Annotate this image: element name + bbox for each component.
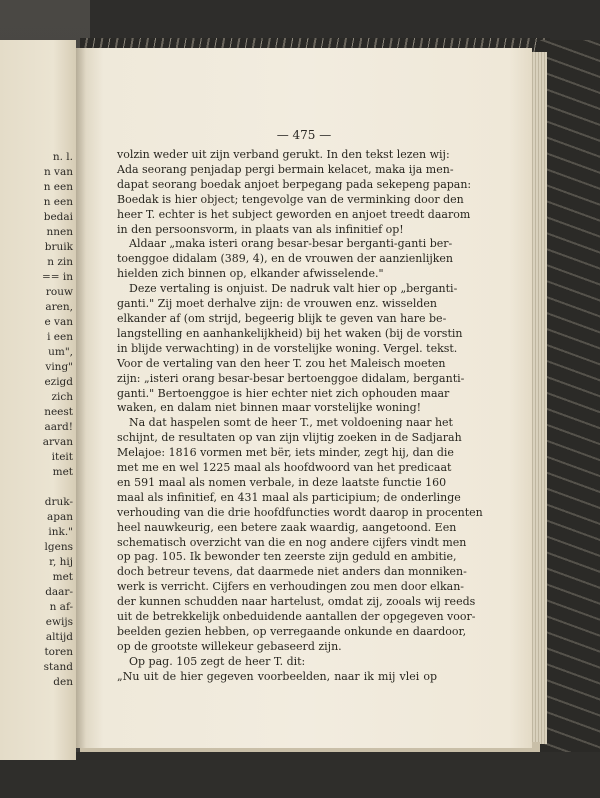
text-line: schijnt, de resultaten op van zijn vlijtig zoeken in de Sadjarah bbox=[117, 431, 462, 445]
body-text bbox=[117, 148, 483, 685]
text-line: langstelling en aanhankelijkheid) bij het waken (bij de vorstin bbox=[117, 326, 463, 340]
text-line: Voor de vertaling van den heer T. zou het Maleisch moeten bbox=[117, 356, 446, 370]
left-page-fragment: == in bbox=[41, 271, 73, 283]
text-line: Op pag. 105 zegt de heer T. dit: bbox=[129, 654, 306, 668]
left-page-fragment: iteit bbox=[51, 451, 73, 463]
left-page-fragment: ewijs bbox=[45, 616, 73, 628]
left-page-fragment: n. l. bbox=[52, 151, 73, 163]
left-page-fragment: zich bbox=[51, 391, 73, 403]
text-line: uit de betrekkelijk onbeduidende aantallen der opgegeven voor- bbox=[117, 610, 476, 624]
text-line: doch betreur tevens, dat daarmede niet anders dan monniken- bbox=[117, 565, 467, 579]
page-gutter-shadow bbox=[76, 48, 86, 748]
left-page-fragment: toren bbox=[44, 646, 73, 658]
left-page-fragment: altijd bbox=[45, 631, 73, 643]
left-page-fragment: um", bbox=[48, 346, 73, 358]
left-page-fragment: apan bbox=[46, 511, 73, 523]
text-line: ganti." Bertoenggoe is hier echter niet zich ophouden maar bbox=[117, 386, 450, 400]
left-page-fragment: neest bbox=[44, 406, 73, 418]
text-line: toenggoe didalam (389, 4), en de vrouwen der aanzienlijken bbox=[117, 252, 454, 266]
text-line: „Nu uit de hier gegeven voorbeelden, naar ik mij vlei op bbox=[117, 669, 437, 683]
text-line: met me en wel 1225 maal als hoofdwoord van het predicaat bbox=[117, 461, 452, 475]
left-page-fragment: rouw bbox=[45, 286, 73, 298]
text-line: werk is verricht. Cijfers en verhoudingen zou men door elkan- bbox=[117, 580, 465, 594]
page-number: — 475 — bbox=[276, 128, 332, 142]
right-page bbox=[76, 48, 532, 748]
left-page-fragment: den bbox=[53, 676, 73, 688]
left-page bbox=[0, 40, 76, 760]
text-line: zijn: „isteri orang besar-besar bertoenggoe didalam, berganti- bbox=[117, 371, 465, 385]
left-page-fragment: arvan bbox=[42, 436, 73, 448]
text-line: der kunnen schudden naar hartelust, omdat zij, zooals wij reeds bbox=[117, 595, 476, 609]
text-line: Deze vertaling is onjuist. De nadruk valt hier op „berganti- bbox=[129, 282, 458, 296]
text-line: hielden zich binnen op, elkander afwisselende." bbox=[117, 267, 384, 281]
text-line: beelden gezien hebben, op verregaande onkunde en daardoor, bbox=[117, 625, 467, 638]
text-line: volzin weder uit zijn verband gerukt. In den tekst lezen wij: bbox=[117, 148, 450, 161]
text-line: Boedak is hier object; tengevolge van de verminking door den bbox=[117, 192, 464, 206]
left-page-fragment: met bbox=[52, 571, 73, 583]
left-page-fragment: met bbox=[52, 466, 73, 478]
book-cover-top bbox=[90, 0, 600, 40]
left-page-fragment: druk- bbox=[44, 496, 73, 508]
text-line: verhouding van die drie hoofdfuncties wordt daarop in procenten bbox=[117, 505, 483, 519]
text-line: in den persoonsvorm, in plaats van als infinitief op! bbox=[117, 222, 404, 236]
left-page-fragment: daar- bbox=[45, 586, 73, 598]
text-line: en 591 maal als nomen verbale, in deze laatste functie 160 bbox=[117, 475, 447, 489]
text-line: op de grootste willekeur gebaseerd zijn. bbox=[117, 639, 342, 653]
left-page-fragment: n van bbox=[43, 166, 73, 178]
left-page-fragment: n af- bbox=[49, 601, 73, 613]
left-page-fragment: n een bbox=[43, 196, 73, 208]
text-line: op pag. 105. Ik bewonder ten zeerste zijn geduld en ambitie, bbox=[117, 550, 457, 564]
text-line: elkander af (om strijd, begeerig blijk te geven van hare be- bbox=[117, 311, 447, 325]
left-page-fragment: aard! bbox=[44, 421, 73, 433]
left-page-fragment: lgens bbox=[44, 541, 73, 553]
left-page-fragment: ink." bbox=[48, 526, 73, 538]
text-line: Melajoe: 1816 vormen met bër, iets minder, zegt hij, dan die bbox=[117, 446, 454, 460]
text-line: Ada seorang penjadap pergi bermain kelacet, maka ija men- bbox=[117, 162, 454, 176]
book-cover-right bbox=[540, 40, 600, 798]
left-page-fragment: n een bbox=[43, 181, 73, 193]
left-page-fragment: n zin bbox=[47, 256, 73, 268]
left-page-fragment: ezigd bbox=[44, 376, 73, 388]
text-line: Aldaar „maka isteri orang besar-besar berganti-ganti ber- bbox=[129, 237, 453, 251]
text-line: in blijde verwachting) in de vorstelijke woning. Vergel. tekst. bbox=[117, 341, 458, 355]
text-line: heel nauwkeurig, een betere zaak waardig, aangetoond. Een bbox=[117, 520, 457, 534]
text-line: dapat seorang boedak anjoet berpegang pada sekepeng papan: bbox=[117, 177, 472, 191]
left-page-fragment: i een bbox=[47, 331, 73, 343]
text-line: heer T. echter is het subject geworden en anjoet treedt daarom bbox=[117, 207, 471, 221]
text-line: maal als infinitief, en 431 maal als participium; de onderlinge bbox=[117, 490, 461, 504]
text-line: ganti." Zij moet derhalve zijn: de vrouwen enz. wisselden bbox=[117, 297, 437, 311]
left-page-fragment: ving" bbox=[45, 361, 73, 373]
text-line: waken, en dalam niet binnen maar vorstelijke woning! bbox=[117, 401, 422, 415]
left-page-fragment: bruik bbox=[44, 241, 73, 253]
text-line: schematisch overzicht van die en nog andere cijfers vindt men bbox=[117, 535, 467, 549]
left-page-fragment: nnen bbox=[46, 226, 73, 238]
left-page-fragment: bedai bbox=[43, 211, 73, 223]
left-page-fragment: e van bbox=[44, 316, 73, 328]
left-page-fragment: r, hij bbox=[49, 556, 73, 568]
book-cover-bottom bbox=[0, 752, 600, 798]
left-page-fragment: stand bbox=[43, 661, 73, 673]
text-line: Na dat haspelen somt de heer T., met voldoening naar het bbox=[129, 416, 453, 430]
left-page-fragment: aren, bbox=[45, 301, 73, 313]
